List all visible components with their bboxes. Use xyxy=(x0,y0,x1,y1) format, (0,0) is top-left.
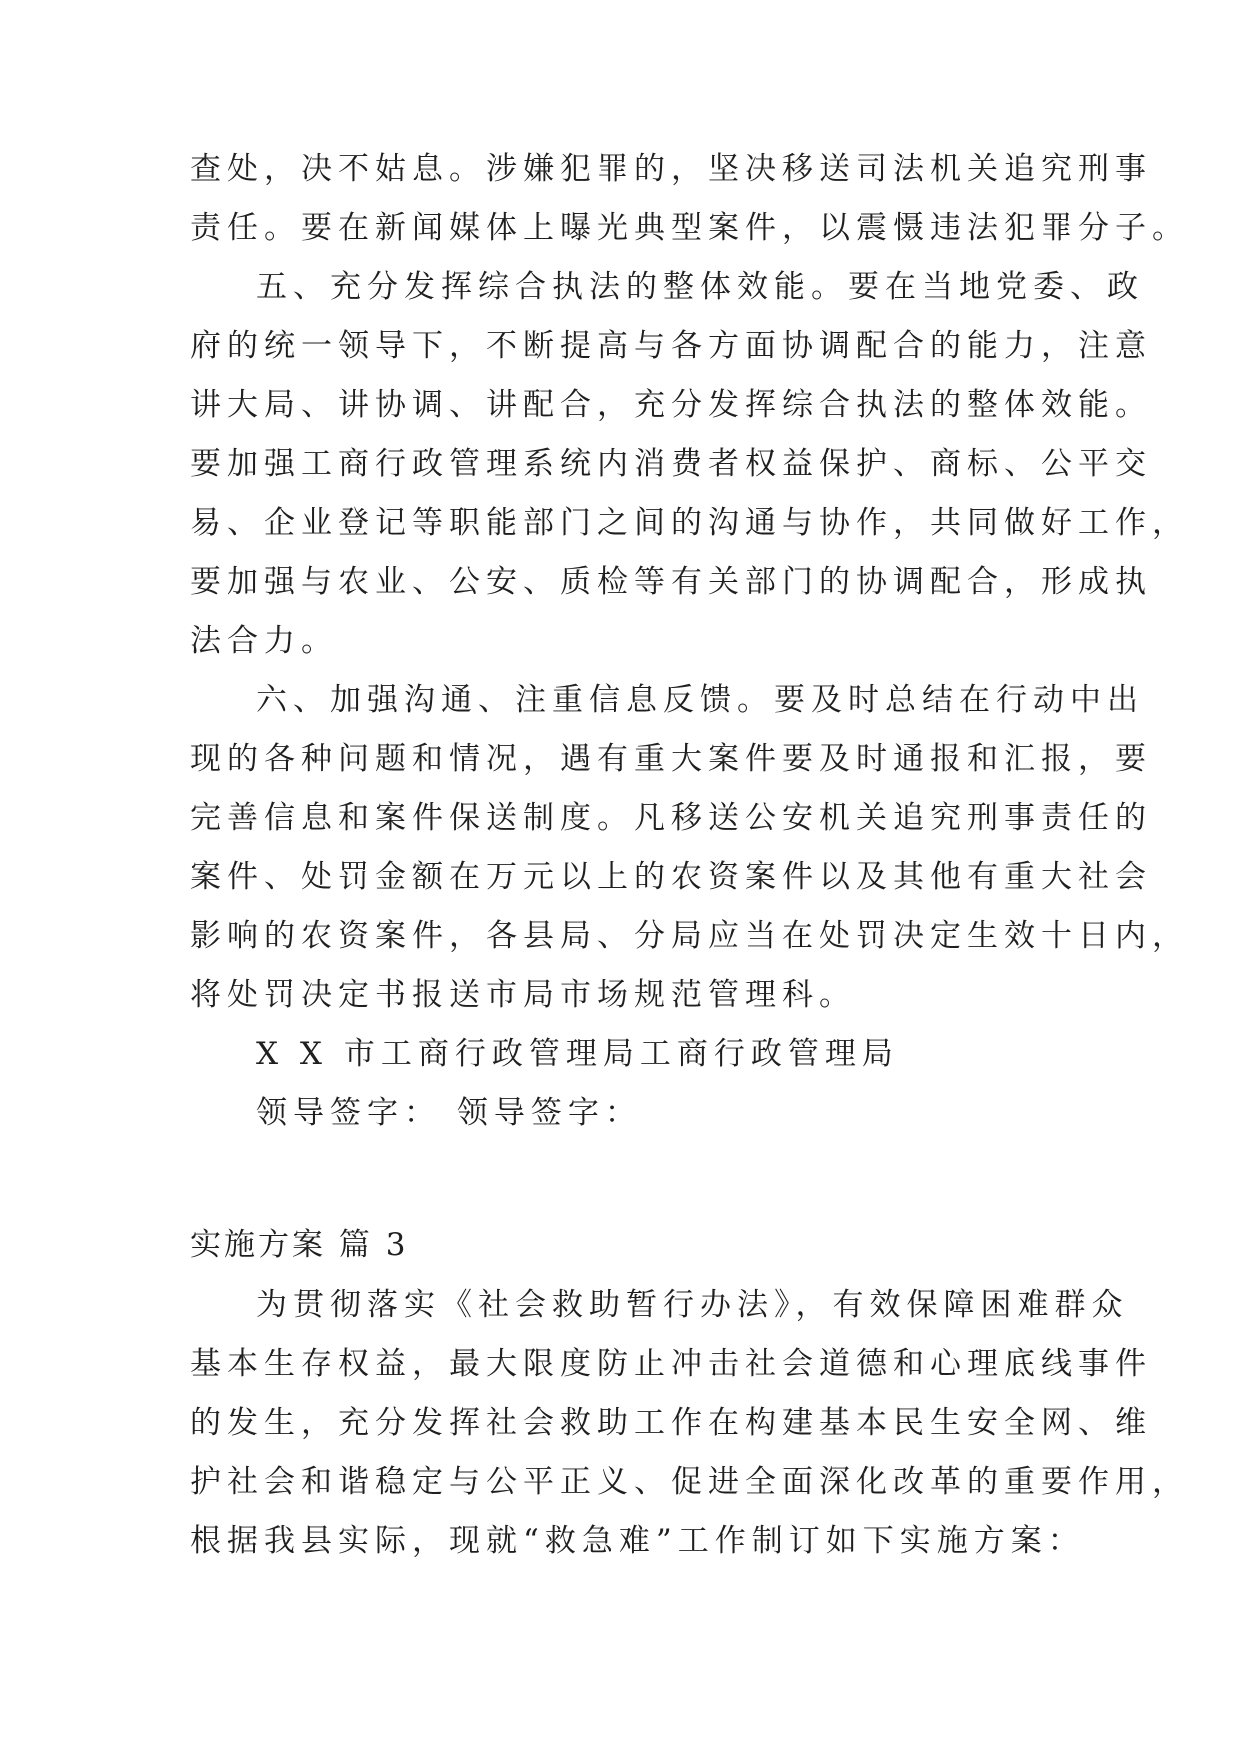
paragraph-start: 为贯彻落实《社会救助暂行办法》，有效保障困难群众 xyxy=(256,1287,1129,1323)
signature-line: 领导签字： 领导签字： xyxy=(256,1095,642,1131)
text-line: 基本生存权益，最大限度防止冲击社会道德和心理底线事件 xyxy=(190,1346,1152,1382)
text-line: 现的各种问题和情况，遇有重大案件要及时通报和汇报，要 xyxy=(190,741,1152,777)
text-line: 根据我县实际，现就“救急难”工作制订如下实施方案： xyxy=(190,1523,1085,1559)
text-line: 法合力。 xyxy=(190,623,338,659)
text-line: 要加强与农业、公安、质检等有关部门的协调配合，形成执 xyxy=(190,564,1152,600)
text-line: 的发生，充分发挥社会救助工作在构建基本民生安全网、维 xyxy=(190,1405,1152,1441)
paragraph-six-start: 六、加强沟通、注重信息反馈。要及时总结在行动中出 xyxy=(256,682,1144,718)
text-block-top xyxy=(190,140,1189,1143)
organization-name: X X 市工商行政管理局工商行政管理局 xyxy=(256,1036,899,1072)
section-heading-block xyxy=(190,1216,1060,1275)
paragraph-five-start: 五、充分发挥综合执法的整体效能。要在当地党委、政 xyxy=(256,269,1144,305)
text-line: 完善信息和案件保送制度。凡移送公安机关追究刑事责任的 xyxy=(190,800,1152,836)
text-line: 查处，决不姑息。涉嫌犯罪的，坚决移送司法机关追究刑事 xyxy=(190,151,1152,187)
text-line: 案件、处罚金额在万元以上的农资案件以及其他有重大社会 xyxy=(190,859,1152,895)
text-line: 将处罚决定书报送市局市场规范管理科。 xyxy=(190,977,856,1013)
text-line: 易、企业登记等职能部门之间的沟通与协作，共同做好工作， xyxy=(190,505,1189,541)
text-line: 责任。要在新闻媒体上曝光典型案件，以震慑违法犯罪分子。 xyxy=(190,210,1189,246)
text-line: 府的统一领导下，不断提高与各方面协调配合的能力，注意 xyxy=(190,328,1152,364)
text-line: 要加强工商行政管理系统内消费者权益保护、商标、公平交 xyxy=(190,446,1152,482)
text-block-bottom xyxy=(190,1276,1189,1571)
text-line: 讲大局、讲协调、讲配合，充分发挥综合执法的整体效能。 xyxy=(190,387,1152,423)
text-line: 影响的农资案件，各县局、分局应当在处罚决定生效十日内， xyxy=(190,918,1189,954)
section-heading: 实施方案 篇 3 xyxy=(190,1227,409,1263)
text-line: 护社会和谐稳定与公平正义、促进全面深化改革的重要作用， xyxy=(190,1464,1189,1500)
